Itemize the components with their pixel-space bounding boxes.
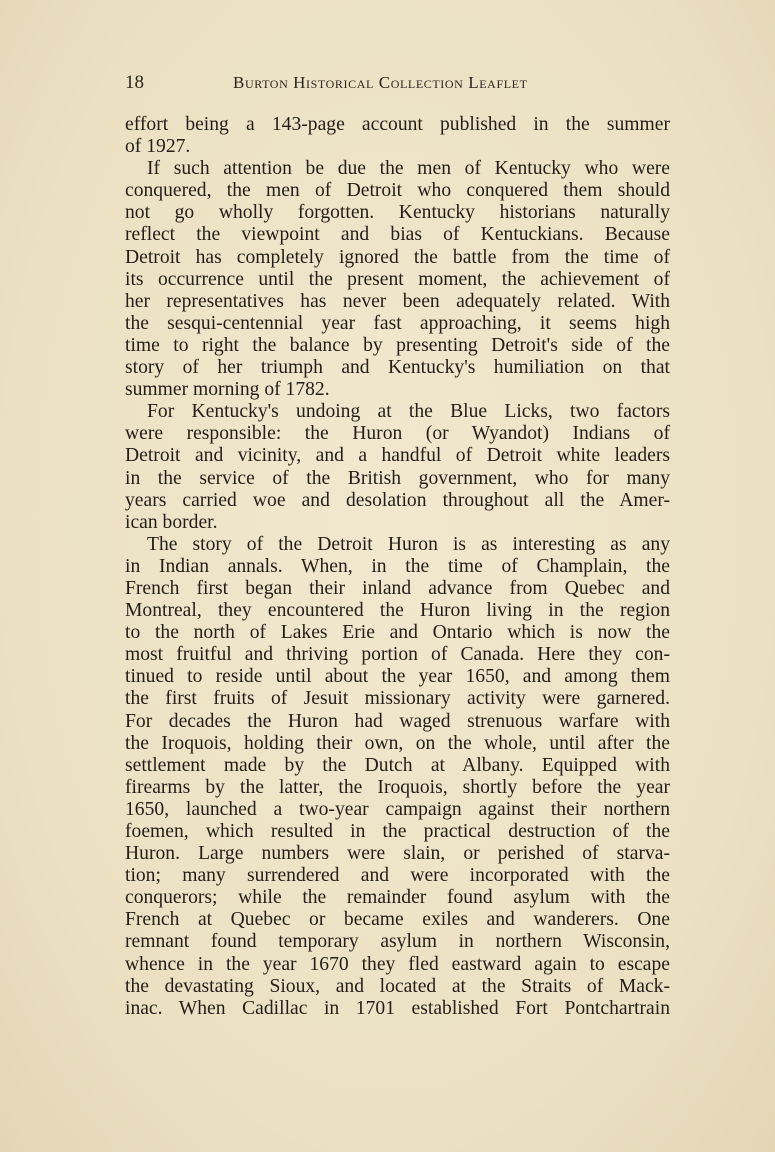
- text-line: tion; many surrendered and were incorporated with the: [125, 865, 670, 887]
- text-line: not go wholly forgotten. Kentucky historians naturally: [125, 202, 670, 224]
- text-line: her representatives has never been adequately related. With: [125, 290, 670, 312]
- text-line: reflect the viewpoint and bias of Kentuckians. Because: [125, 224, 670, 246]
- text-line: firearms by the latter, the Iroquois, shortly before the year: [125, 776, 670, 798]
- text-line: summer morning of 1782.: [125, 379, 330, 401]
- text-line: Detroit has completely ignored the battle from the time of: [125, 246, 670, 268]
- text-line: story of her triumph and Kentucky's humiliation on that: [125, 357, 670, 379]
- text-line: were responsible: the Huron (or Wyandot) Indians of: [125, 423, 670, 445]
- text-line: French at Quebec or became exiles and wanderers. One: [125, 909, 670, 931]
- text-line: French first began their inland advance from Quebec and: [125, 577, 670, 599]
- page-header: [125, 72, 670, 98]
- text-line: effort being a 143-page account published in the summer: [125, 114, 670, 135]
- text-line: Montreal, they encountered the Huron living in the region: [125, 600, 670, 622]
- text-line: For Kentucky's undoing at the Blue Licks, two factors: [147, 401, 670, 423]
- text-line: its occurrence until the present moment, the achievement of: [125, 268, 670, 290]
- text-line: of 1927.: [125, 136, 191, 158]
- text-line: If such attention be due the men of Kentucky who were: [147, 158, 670, 180]
- text-line: to the north of Lakes Erie and Ontario which is now the: [125, 622, 670, 644]
- body-text: [125, 114, 670, 1020]
- running-head: Burton Historical Collection Leaflet: [233, 73, 528, 92]
- paragraph: [125, 114, 670, 158]
- text-line: settlement made by the Dutch at Albany. Equipped with: [125, 754, 670, 776]
- text-line: remnant found temporary asylum in northern Wisconsin,: [125, 931, 670, 953]
- paragraph: [125, 158, 670, 401]
- text-line: years carried woe and desolation throughout all the Amer-: [125, 489, 670, 511]
- text-line: The story of the Detroit Huron is as interesting as any: [147, 533, 670, 555]
- text-line: the devastating Sioux, and located at the Straits of Mack-: [125, 975, 670, 997]
- text-line: conquerors; while the remainder found asylum with the: [125, 887, 670, 909]
- text-line: most fruitful and thriving portion of Canada. Here they con-: [125, 644, 670, 666]
- paragraph: [125, 401, 670, 534]
- text-line: foemen, which resulted in the practical destruction of the: [125, 821, 670, 842]
- text-line: in Indian annals. When, in the time of Champlain, the: [125, 555, 670, 577]
- text-line: the first fruits of Jesuit missionary activity were garnered.: [125, 688, 670, 710]
- text-line: For decades the Huron had waged strenuous warfare with: [125, 710, 670, 732]
- text-line: Detroit and vicinity, and a handful of Detroit white leaders: [125, 445, 670, 467]
- text-line: conquered, the men of Detroit who conquered them should: [125, 180, 670, 202]
- text-line: the Iroquois, holding their own, on the whole, until after the: [125, 732, 670, 754]
- page-number: 18: [125, 72, 144, 93]
- text-line: in the service of the British government, who for many: [125, 467, 670, 489]
- text-line: 1650, launched a two-year campaign against their northern: [125, 798, 670, 820]
- paragraph: [125, 534, 670, 1020]
- text-line: ican border.: [125, 511, 218, 533]
- text-line: tinued to reside until about the year 1650, and among them: [125, 666, 670, 688]
- text-line: inac. When Cadillac in 1701 established Fort Pontchartrain: [125, 997, 670, 1019]
- text-line: the sesqui-centennial year fast approaching, it seems high: [125, 312, 670, 334]
- text-line: time to right the balance by presenting Detroit's side of the: [125, 334, 670, 356]
- text-line: whence in the year 1670 they fled eastward again to escape: [125, 953, 670, 975]
- text-line: Huron. Large numbers were slain, or perished of starva-: [125, 843, 670, 865]
